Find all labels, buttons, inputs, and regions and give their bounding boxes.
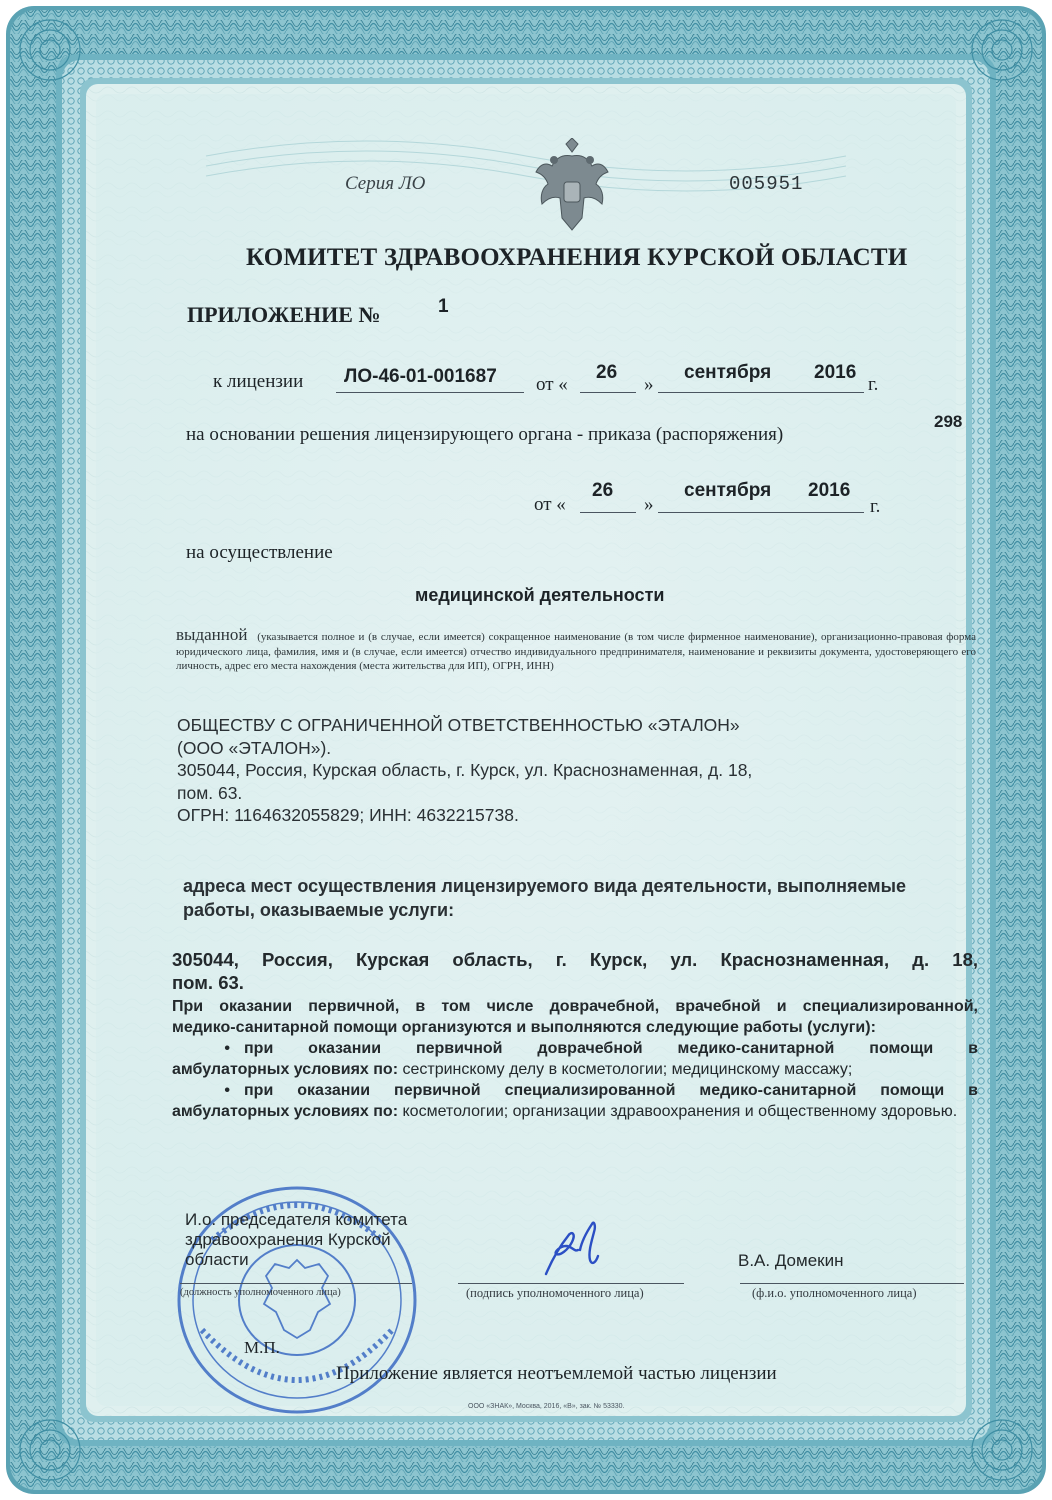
places-intro-line2: медико-санитарной помощи организуются и выполняются следующие работы (услуги): — [172, 1019, 876, 1036]
bullet-icon: • — [224, 1040, 230, 1057]
order-year: 2016 — [808, 480, 851, 501]
org-address-line2: пом. 63. — [177, 782, 243, 803]
org-name-line2: (ООО «ЭТАЛОН»). — [177, 737, 332, 758]
appendix-number: 1 — [438, 296, 449, 317]
handwritten-signature-icon — [538, 1216, 618, 1286]
signer-name: В.А. Домекин — [738, 1251, 844, 1270]
order-from-close: » — [644, 494, 654, 515]
service-item-2-lead1: при оказании первичной специализированной медико-санитарной помощи в — [244, 1082, 978, 1099]
service-item-2-lead2: амбулаторных условиях по: — [172, 1103, 399, 1120]
signer-position-line2: здравоохранения Курской — [185, 1230, 391, 1249]
places-heading-line1: адреса мест осуществления лицензируемого вида деятельности, выполняемые — [183, 876, 906, 896]
issued-label: выданной — [176, 625, 248, 644]
serial-number: 005951 — [729, 173, 804, 195]
license-day: 26 — [596, 362, 618, 383]
issuer-title: КОМИТЕТ ЗДРАВООХРАНЕНИЯ КУРСКОЙ ОБЛАСТИ — [246, 244, 908, 271]
activity-label: на осуществление — [186, 542, 333, 563]
service-item-2-services: косметологии; организации здравоохранения и общественному здоровью. — [402, 1103, 958, 1120]
issued-note: (указывается полное и (в случае, если имеется) сокращенное наименование (в том числе фирменное наименование), организационно-правовая форма юридического лица, фамилия, имя и (в случае, если имеется) отчество индивидуального предпринимателя, наименование и реквизиты документа, удостоверяющего его личность, адрес его места нахождения (места жительства для ИП), ОГРН, ИНН) — [176, 631, 977, 672]
order-from-open: от « — [534, 494, 566, 515]
signer-position-line3: области — [185, 1250, 249, 1269]
stamp-place-label: М.П. — [244, 1338, 280, 1357]
places-address-line2: пом. 63. — [172, 972, 244, 993]
license-from-open: от « — [536, 374, 568, 395]
appendix-label: ПРИЛОЖЕНИЕ № — [187, 302, 381, 327]
service-item-1-lead2: амбулаторных условиях по: — [172, 1061, 399, 1078]
license-prefix: к лицензии — [213, 371, 304, 392]
issued-note-paragraph — [176, 625, 977, 674]
signer-position-line1: И.о. председателя комитета — [185, 1210, 408, 1229]
license-from-close: » — [644, 374, 654, 395]
bullet-icon: • — [224, 1082, 230, 1099]
coat-of-arms-emblem-icon — [532, 138, 612, 234]
service-item-1 — [172, 1038, 978, 1080]
order-day: 26 — [592, 480, 614, 501]
order-basis: на основании решения лицензирующего органа - приказа (распоряжения) — [186, 424, 784, 445]
org-address-line1: 305044, Россия, Курская область, г. Курск, ул. Краснознаменная, д. 18, — [177, 760, 753, 780]
order-number: 298 — [934, 412, 963, 431]
places-address-line1: 305044, Россия, Курская область, г. Курск, ул. Краснознаменная, д. 18, — [172, 949, 978, 970]
places-heading-line2: работы, оказываемые услуги: — [183, 900, 455, 920]
series-label: Серия ЛО — [345, 173, 426, 194]
license-year-suffix: г. — [868, 374, 879, 395]
license-number: ЛО-46-01-001687 — [344, 366, 497, 387]
position-caption: (должность уполномоченного лица) — [180, 1287, 341, 1298]
service-item-1-services: сестринскому делу в косметологии; медицинскому массажу; — [402, 1061, 853, 1078]
signature-caption: (подпись уполномоченного лица) — [466, 1286, 644, 1300]
printer-imprint: ООО «ЗНАК», Москва, 2016, «В», зак. № 53330. — [468, 1403, 625, 1410]
places-intro-line1: При оказании первичной, в том числе доврачебной, врачебной и специализированной, — [172, 998, 978, 1015]
footer-note: Приложение является неотъемлемой частью лицензии — [336, 1363, 777, 1384]
license-year: 2016 — [814, 362, 857, 383]
activity-name: медицинской деятельности — [415, 585, 665, 605]
order-month: сентября — [684, 480, 772, 501]
service-item-1-lead1: при оказании первичной доврачебной медико-санитарной помощи в — [244, 1040, 978, 1057]
license-month: сентября — [684, 362, 772, 383]
name-caption: (ф.и.о. уполномоченного лица) — [752, 1286, 917, 1300]
org-name-line1: ОБЩЕСТВУ С ОГРАНИЧЕННОЙ ОТВЕТСТВЕННОСТЬЮ «ЭТАЛОН» — [177, 715, 740, 735]
order-year-suffix: г. — [870, 496, 881, 517]
service-item-2 — [172, 1080, 978, 1122]
org-ids: ОГРН: 1164632055829; ИНН: 4632215738. — [177, 805, 519, 825]
